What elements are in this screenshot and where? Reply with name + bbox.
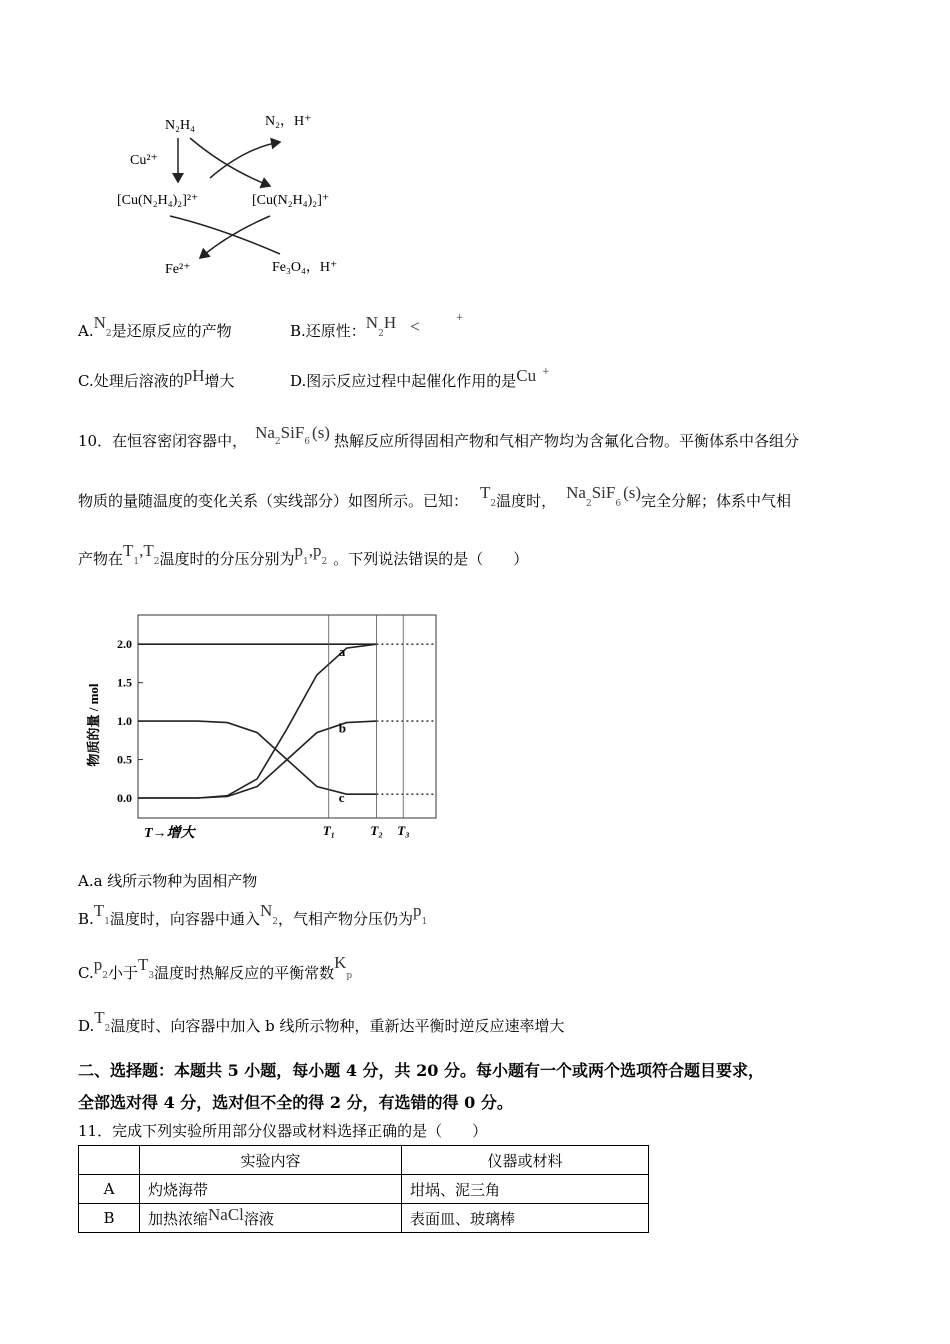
section2-line2: 全部选对得 4 分，选对但不全的得 2 分，有选错的得 0 分。	[78, 1093, 513, 1112]
q10-c-pre: C.	[78, 964, 94, 982]
row-material: 坩埚、泥三角	[402, 1175, 649, 1204]
q10-line3	[78, 541, 529, 569]
q10-b-T: T	[93, 901, 105, 920]
q10-l2-formula4: (s)	[623, 483, 642, 502]
q10-d-pre: D.	[78, 1017, 95, 1035]
q10-l3-c: 。下列说法错误的是（ ）	[333, 550, 529, 568]
y-tick-label: 0.0	[117, 791, 132, 805]
q9-option-d	[290, 366, 550, 391]
q10-b-end: ，气相产物分压仍为	[277, 910, 413, 928]
chart-ylabel: 物质的量 / mol	[86, 683, 101, 767]
q10-line1	[78, 423, 799, 451]
lower-arc-left	[200, 216, 270, 258]
q10-l2-b: 温度时，	[496, 492, 557, 510]
x-mark-label: T₁	[322, 823, 336, 838]
q9-b-lt: <	[410, 317, 420, 336]
series-label-b: b	[338, 720, 346, 736]
q10-l2-sub: 2	[490, 499, 497, 509]
y-tick-label: 0.5	[117, 752, 132, 767]
q10-l2-sub3: 6	[615, 499, 622, 509]
series-label-c: c	[338, 789, 345, 805]
q10-b-psub: 1	[421, 917, 428, 927]
q9-b-formula: N	[365, 313, 379, 332]
q10-l3-sub4: 2	[321, 557, 328, 567]
fe3o4-label: Fe₃O₄，H⁺	[272, 260, 338, 275]
q10-l2-sub2: 2	[585, 499, 592, 509]
q10-l1-formula3: (s)	[312, 423, 330, 442]
complex1-label: [Cu(N₂H₄)₂]²⁺	[117, 193, 199, 208]
chart-xlabel: T→增大	[144, 826, 195, 841]
row-label: B	[79, 1204, 140, 1233]
n2-h-label: N₂，H⁺	[265, 114, 312, 129]
q9-b-sub: 2	[378, 329, 384, 339]
q10-d-T: T	[94, 1008, 105, 1027]
q10-c-Tsub: 3	[148, 971, 155, 981]
q10-b-Nsub: 2	[272, 917, 278, 927]
q9-a-prefix: A.	[78, 322, 94, 340]
q11-table	[78, 1145, 649, 1233]
q10-l1-formula2: SiF	[280, 423, 305, 442]
row-content	[140, 1175, 402, 1204]
row-content-formula: NaCl	[208, 1204, 244, 1224]
q10-l3-sub: 1	[133, 557, 140, 567]
q10-b-Tsub: 1	[104, 917, 110, 927]
row-label: A	[79, 1175, 140, 1204]
q9-d-sup: +	[542, 367, 550, 377]
table-row	[79, 1204, 649, 1233]
q10-d-Tsub: 2	[104, 1024, 111, 1034]
q10-b-N: N	[259, 901, 273, 920]
q10-l3-formula2: ,T	[139, 541, 154, 560]
cu2-label: Cu²⁺	[130, 153, 158, 168]
q9-d-prefix: D.图示反应过程中起催化作用的是	[290, 372, 517, 390]
q9-b-sup: +	[455, 313, 464, 323]
section2-line1: 二、选择题：本题共 5 小题，每小题 4 分，共 20 分。每小题有一个或两个选项符合题目要求，	[78, 1061, 764, 1080]
row-content	[140, 1204, 402, 1233]
q9-a-sub: 2	[105, 329, 112, 339]
x-mark-label: T₃	[397, 823, 410, 838]
q10-b-pre: B.	[78, 910, 94, 928]
x-mark-label: T₂	[370, 823, 383, 838]
q10-option-d	[78, 1008, 565, 1036]
q10-b-p: p	[412, 901, 422, 920]
header-cell-blank	[79, 1146, 140, 1175]
q10-l2-formula3: SiF	[591, 483, 616, 502]
q10-c-T: T	[137, 955, 149, 974]
q10-option-c	[78, 953, 353, 983]
q10-l2-c: 完全分解；体系中气相	[641, 492, 792, 510]
q10-option-a: A.a 线所示物种为固相产物	[78, 872, 258, 890]
q10-l3-b: 温度时的分压分别为	[159, 550, 295, 568]
q10-l2-a: 物质的量随温度的变化关系（实线部分）如图所示。已知：	[78, 492, 469, 510]
header-cell-content: 实验内容	[140, 1146, 402, 1175]
q10-l3-sub2: 2	[153, 557, 160, 567]
n2h4-label: N₂H₄	[165, 118, 195, 133]
q9-a-text: 是还原反应的产物	[111, 322, 232, 340]
q10-l3-formula3: p	[294, 541, 304, 560]
row-content-text: 灼烧海带	[148, 1180, 209, 1199]
row-content-text: 加热浓缩	[148, 1209, 209, 1228]
series-label-a: a	[338, 643, 346, 659]
q9-b-prefix: B.还原性：	[290, 322, 366, 340]
y-tick-label: 2.0	[117, 637, 132, 652]
q10-l1-a: 10．在恒容密闭容器中，	[78, 432, 248, 450]
q10-l1-sub: 2	[274, 437, 281, 447]
q10-d-end: 温度时、向容器中加入 b 线所示物种，重新达平衡时逆反应速率增大	[110, 1017, 565, 1035]
q10-b-mid: 温度时，向容器中通入	[109, 910, 260, 928]
q10-chart	[80, 605, 450, 850]
q10-line2	[78, 483, 792, 511]
q10-c-K: K	[334, 953, 347, 972]
q9-option-b	[290, 313, 464, 341]
q10-l3-a: 产物在	[78, 550, 124, 568]
reaction-scheme	[110, 108, 380, 283]
q10-c-mid: 小于	[107, 964, 138, 982]
fe2-label: Fe²⁺	[165, 262, 191, 277]
table-row	[79, 1175, 649, 1204]
q9-option-c	[78, 366, 235, 391]
q10-l3-formula: T	[123, 541, 134, 560]
q10-l1-b: 热解反应所得固相产物和气相产物均为含氟化合物。平衡体系中各组分	[333, 432, 799, 450]
q9-a-formula: N	[93, 313, 106, 332]
q9-c-prefix: C.处理后溶液的	[78, 372, 184, 390]
row-material: 表面皿、玻璃棒	[402, 1204, 649, 1233]
y-tick-label: 1.5	[117, 675, 132, 690]
q9-b-formula2: H	[383, 313, 397, 332]
q10-l2-formula: T	[480, 483, 491, 502]
q10-c-p: p	[93, 955, 103, 974]
q10-l3-sub3: 1	[303, 557, 309, 567]
q11-stem: 11．完成下列实验所用部分仪器或材料选择正确的是（ ）	[78, 1122, 488, 1140]
lower-arc-right	[170, 216, 280, 254]
q10-l1-formula: Na	[255, 423, 275, 442]
complex2-label: [Cu(N₂H₄)₂]⁺	[252, 193, 330, 208]
table-header-row	[79, 1146, 649, 1175]
y-tick-label: 1.0	[117, 714, 132, 729]
q10-l1-sub2: 6	[304, 437, 311, 447]
row-content-end: 溶液	[243, 1209, 274, 1228]
q10-c-end: 温度时热解反应的平衡常数	[154, 964, 335, 982]
q10-c-psub: 2	[102, 971, 108, 981]
q9-option-a	[78, 313, 232, 341]
q9-d-formula: Cu	[516, 366, 537, 385]
q10-option-b	[78, 901, 428, 929]
q10-c-Ksub: p	[346, 971, 353, 981]
q10-l2-formula2: Na	[566, 483, 586, 502]
q9-c-text: 增大	[204, 372, 235, 390]
q9-c-formula: pH	[183, 366, 205, 385]
header-cell-material: 仪器或材料	[402, 1146, 649, 1175]
chart-frame	[138, 615, 436, 818]
q10-l3-formula4: ,p	[308, 541, 322, 560]
